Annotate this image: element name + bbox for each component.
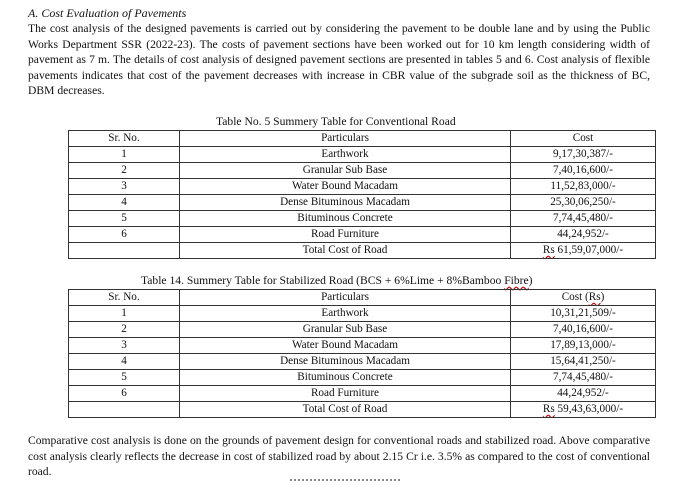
table-row [69,147,656,163]
cell-particular: Road Furniture [180,386,511,402]
header-sr-no: Sr. No. [69,131,180,147]
intro-paragraph: The cost analysis of the designed pavements is carried out by considering the pavement to be double lane and by using the Public Works Department SSR (2022-23). The costs of pavement sections have been worked out for 10 km length considering width of pavement as 7 m. The details of cost analysis of designed pavement sections are presented in tables 5 and 6. Cost analysis of flexible pavements indicates that cost of the pavement decreases with increase in CBR value of the subgrade soil as the thickness of BC, DBM decreases. [28,22,650,97]
cell-cost: 11,52,83,000/- [511,179,656,195]
header-cost [511,290,656,306]
cell-sr: 4 [69,354,180,370]
table-row [69,338,656,354]
table2-caption [141,274,533,288]
stabilized-road-table [68,289,656,418]
total-label: Total Cost of Road [180,243,511,259]
header-cost: Cost [511,131,656,147]
cell-particular: Bituminous Concrete [180,370,511,386]
cell-cost: 17,89,13,000/- [511,338,656,354]
table-row [69,179,656,195]
cell-sr-empty [69,402,180,418]
section-heading: A. Cost Evaluation of Pavements [28,6,187,20]
table-header-row [69,290,656,306]
cell-cost: 7,74,45,480/- [511,211,656,227]
cell-sr: 5 [69,370,180,386]
table-row [69,322,656,338]
cell-particular: Earthwork [180,147,511,163]
header-particulars: Particulars [180,131,511,147]
table-row [69,227,656,243]
cell-sr: 3 [69,338,180,354]
header-sr-no: Sr. No. [69,290,180,306]
cell-particular: Granular Sub Base [180,322,511,338]
table-header-row [69,131,656,147]
cell-particular: Bituminous Concrete [180,211,511,227]
cell-particular: Dense Bituminous Macadam [180,195,511,211]
conventional-road-table [68,130,656,259]
header-particulars: Particulars [180,290,511,306]
total-amount: 59,43,63,000/- [554,403,624,415]
header-cost-end: ) [600,291,605,303]
cell-sr-empty [69,243,180,259]
cell-cost: 25,30,06,250/- [511,195,656,211]
cell-cost: 7,40,16,600/- [511,322,656,338]
total-amount: 61,59,07,000/- [554,244,624,256]
table2-caption-text: Table 14. Summery Table for Stabilized Road (BCS + 6%Lime + 8%Bamboo [141,274,505,287]
table-row [69,306,656,322]
cell-particular: Road Furniture [180,227,511,243]
table2-caption-fibre: Fibre [504,274,529,287]
total-currency: Rs [542,244,555,256]
table2-caption-end: ) [528,274,533,287]
cell-sr: 6 [69,386,180,402]
cell-particular: Water Bound Macadam [180,179,511,195]
header-cost-currency: Rs [588,291,601,303]
table-row [69,370,656,386]
total-cost [511,402,656,418]
cell-particular: Granular Sub Base [180,163,511,179]
table-row [69,386,656,402]
conclusion-paragraph: Comparative cost analysis is done on the grounds of pavement design for conventional roads and stabilized road. Above comparative cost analysis clearly reflects the decrease in cost of stabilized road by about 2.15 Cr i.e. 3.5% as compared to the cost of conventional road. [28,434,650,478]
table-total-row [69,402,656,418]
table-row [69,163,656,179]
total-currency: Rs [542,403,555,415]
table-row [69,195,656,211]
cell-sr: 1 [69,306,180,322]
cell-sr: 1 [69,147,180,163]
table-row [69,354,656,370]
cell-particular: Water Bound Macadam [180,338,511,354]
cell-sr: 3 [69,179,180,195]
cell-sr: 2 [69,163,180,179]
table-row [69,211,656,227]
cell-sr: 4 [69,195,180,211]
cell-particular: Earthwork [180,306,511,322]
page-cutoff-line [290,479,400,485]
cell-sr: 2 [69,322,180,338]
cell-cost: 15,64,41,250/- [511,354,656,370]
table-total-row [69,243,656,259]
cell-sr: 6 [69,227,180,243]
cell-cost: 9,17,30,387/- [511,147,656,163]
cell-cost: 7,40,16,600/- [511,163,656,179]
cell-sr: 5 [69,211,180,227]
cell-cost: 44,24,952/- [511,386,656,402]
total-label: Total Cost of Road [180,402,511,418]
cell-cost: 7,74,45,480/- [511,370,656,386]
table1-caption: Table No. 5 Summery Table for Conventional Road [216,115,456,128]
cell-particular: Dense Bituminous Macadam [180,354,511,370]
header-cost-text: Cost ( [561,291,589,303]
cell-cost: 44,24,952/- [511,227,656,243]
total-cost [511,243,656,259]
cell-cost: 10,31,21,509/- [511,306,656,322]
